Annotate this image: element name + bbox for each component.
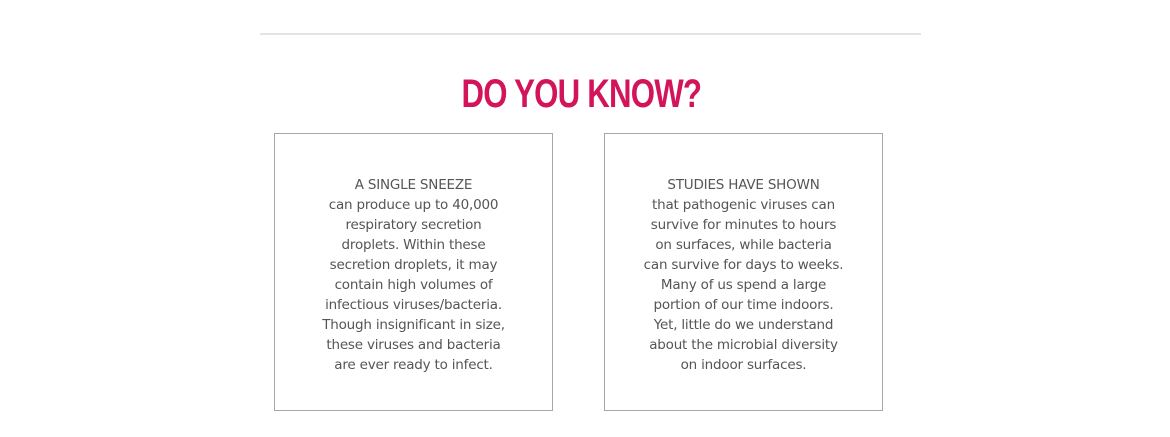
fact-line: Yet, little do we understand	[653, 317, 834, 333]
fact-card-text	[275, 175, 552, 375]
fact-line: on surfaces, while bacteria	[655, 237, 832, 253]
fact-line: contain high volumes of	[334, 277, 493, 293]
fact-line: can produce up to 40,000	[328, 197, 499, 213]
fact-line: droplets. Within these	[341, 237, 486, 253]
section-heading: DO YOU KNOW?	[461, 72, 702, 116]
fact-line: on indoor surfaces.	[680, 357, 807, 373]
fact-line: portion of our time indoors.	[653, 297, 834, 313]
fact-line: are ever ready to infect.	[334, 357, 493, 373]
fact-line: that pathogenic viruses can	[652, 197, 835, 213]
fact-line: these viruses and bacteria	[326, 337, 501, 353]
section-divider	[260, 33, 921, 35]
fact-line: about the microbial diversity	[649, 337, 838, 353]
fact-card-sneeze	[274, 133, 553, 411]
fact-line: can survive for days to weeks.	[643, 257, 844, 273]
fact-line: STUDIES HAVE SHOWN	[667, 177, 820, 193]
fact-card-studies	[604, 133, 883, 411]
fact-line: respiratory secretion	[345, 217, 482, 233]
fact-line: infectious viruses/bacteria.	[325, 297, 502, 313]
fact-line: survive for minutes to hours	[650, 217, 837, 233]
fact-line: A SINGLE SNEEZE	[354, 177, 473, 193]
fact-line: secretion droplets, it may	[329, 257, 498, 273]
fact-line: Though insignificant in size,	[322, 317, 505, 333]
fact-line: Many of us spend a large	[660, 277, 827, 293]
fact-card-text	[605, 175, 882, 375]
